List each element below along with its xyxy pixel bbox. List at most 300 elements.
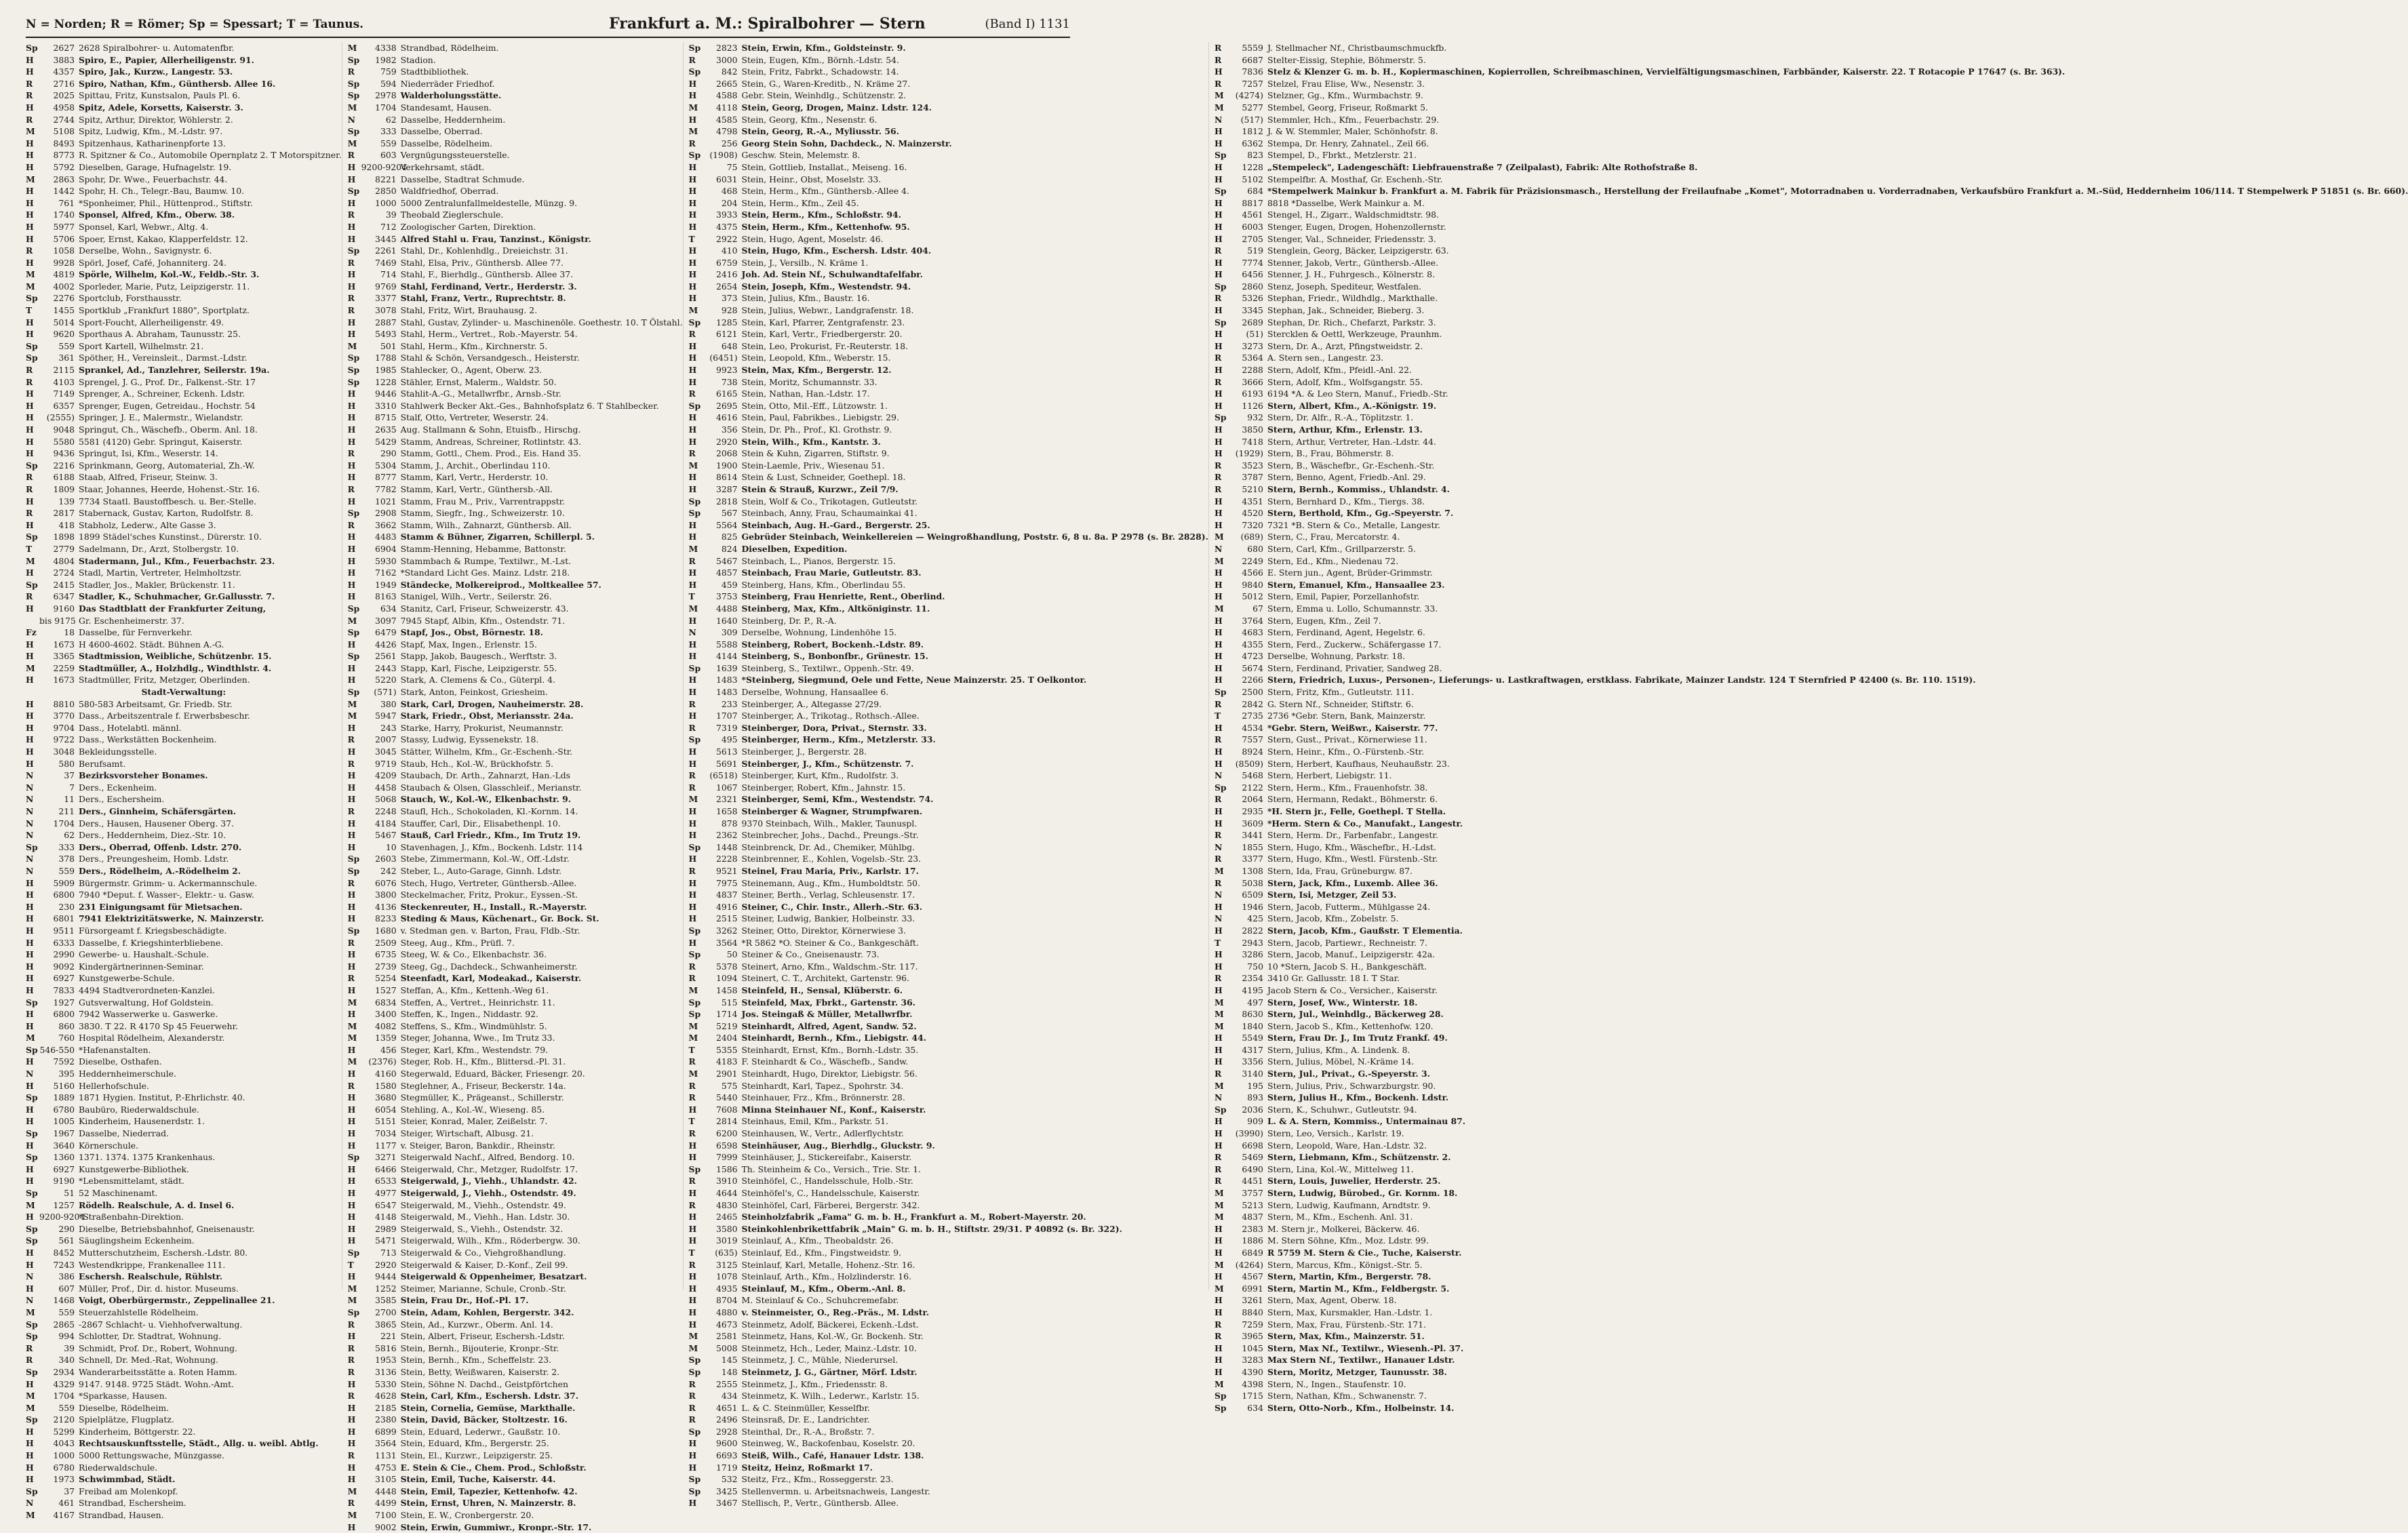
directory-entry <box>689 984 1208 997</box>
district-code: H <box>26 925 34 936</box>
directory-entry <box>348 639 683 651</box>
directory-entry <box>689 1032 1208 1044</box>
phone-number: 1673 <box>53 639 75 650</box>
phone-number: 2928 <box>716 1426 738 1437</box>
directory-entry <box>26 626 342 639</box>
phone-number: 6333 <box>53 937 75 948</box>
entry-text: Stern, Martin, Kfm., Bergerstr. 78. <box>1267 1271 1432 1282</box>
entry-text: *Steinberg, Siegmund, Oele und Fette, Neue Mainzerstr. 25. T Oelkontor. <box>741 675 1087 685</box>
directory-entry <box>1215 1128 2408 1140</box>
directory-entry <box>348 758 683 770</box>
district-code: H <box>26 412 34 423</box>
phone-number: 3105 <box>375 1474 397 1485</box>
entry-text: Stahl, Herm., Kfm., Kirchnerstr. 5. <box>400 340 548 351</box>
directory-entry <box>689 937 1208 949</box>
district-code: H <box>347 949 356 960</box>
phone-number: 8840 <box>1242 1307 1263 1317</box>
phone-number: 2216 <box>53 460 75 471</box>
entry-text: 7734 Staatl. Baustoffbesch. u. Ber.-Stelle. <box>79 496 257 506</box>
phone-number: 1448 <box>716 841 738 852</box>
district-code: Sp <box>26 1331 38 1342</box>
phone-number: 2321 <box>716 794 738 805</box>
directory-entry <box>1215 54 2408 66</box>
district-code: H <box>347 424 356 435</box>
district-code: H <box>1214 436 1223 447</box>
directory-entry <box>26 1175 342 1187</box>
directory-entry <box>689 364 1208 376</box>
directory-entry <box>1215 78 2408 90</box>
phone-number: 532 <box>721 1474 738 1485</box>
entry-text: Steger, Karl, Kfm., Westendstr. 79. <box>400 1044 549 1055</box>
entry-text: Stern, Hermann, Redakt., Böhmerstr. 6. <box>1267 794 1438 805</box>
entry-text: Dasselbe, Rödelheim. <box>400 138 493 148</box>
district-code: H <box>347 1438 356 1449</box>
phone-number: 8704 <box>716 1295 738 1306</box>
phone-number: 410 <box>721 245 738 256</box>
district-code: Sp <box>347 603 360 614</box>
district-code: Sp <box>26 532 38 542</box>
directory-entry <box>689 483 1208 496</box>
phone-number: 1257 <box>53 1199 75 1210</box>
phone-number: 2288 <box>1242 365 1263 376</box>
phone-number: 5691 <box>716 758 738 769</box>
phone-number: 9048 <box>53 424 75 435</box>
district-code: H <box>1214 818 1223 829</box>
district-code: M <box>688 603 698 614</box>
phone-number: 2115 <box>53 365 75 376</box>
phone-number: (2555) <box>46 412 75 423</box>
directory-entry <box>1215 507 2408 519</box>
district-code: M <box>688 1020 698 1031</box>
entry-text: Stern, Herbert, Kaufhaus, Neuhaußstr. 23. <box>1267 758 1450 769</box>
directory-entry <box>348 1462 683 1474</box>
entry-text: Stahl, Fritz, Wirt, Brauhausg. 2. <box>400 305 538 316</box>
phone-number: 1285 <box>716 317 738 327</box>
phone-number: 5108 <box>53 126 75 137</box>
phone-number: 761 <box>58 197 75 208</box>
directory-entry <box>689 436 1208 448</box>
phone-number: 2036 <box>1242 1104 1263 1115</box>
phone-number: 67 <box>1252 603 1263 614</box>
directory-entry <box>26 268 342 281</box>
phone-number: 4160 <box>375 1069 397 1079</box>
phone-number: 7 <box>69 782 75 793</box>
entry-text: Stenger, Val., Schneider, Friedensstr. 3. <box>1267 233 1436 244</box>
directory-entry <box>1215 758 2408 770</box>
directory-entry <box>1215 519 2408 532</box>
entry-text: Steinbrecher, Johs., Dachd., Preungs.-Str. <box>741 830 919 841</box>
entry-text: Steinert, Arno, Kfm., Waldschm.-Str. 117. <box>741 961 918 972</box>
entry-text: Steiner, Otto, Direktor, Körnerwiese 3. <box>741 925 906 936</box>
entry-text: Kunstgewerbe-Schule. <box>79 973 175 984</box>
directory-entry <box>348 722 683 734</box>
entry-text: Stern, Ida, Frau, Grüneburgw. 87. <box>1267 865 1413 876</box>
entry-text: Steinberg, Hans, Kfm., Oberlindau 55. <box>741 579 906 590</box>
district-code: H <box>26 722 34 733</box>
directory-entry <box>689 1211 1208 1223</box>
directory-entry <box>1215 805 2408 818</box>
entry-text: 231 Einigungsamt für Mietsachen. <box>79 901 243 912</box>
district-code: Sp <box>347 376 360 387</box>
directory-entry <box>26 138 342 150</box>
directory-entry <box>348 937 683 949</box>
district-code: R <box>688 698 696 709</box>
entry-text: Stein, Karl, Pfarrer, Zentgrafenstr. 23. <box>741 317 905 327</box>
directory-entry <box>689 376 1208 389</box>
phone-number: 2818 <box>716 496 738 506</box>
phone-number: 2627 <box>53 43 75 53</box>
entry-text: Ständecke, Molkereiprod., Moltkeallee 57. <box>400 579 601 590</box>
entry-text: Dieselben, Expedition. <box>741 543 848 554</box>
entry-text: Stein, Erwin, Gummiwr., Kronpr.-Str. 17. <box>400 1521 592 1532</box>
district-code: M <box>688 1331 698 1342</box>
phone-number: 8715 <box>375 412 397 423</box>
directory-entry <box>26 1450 342 1462</box>
directory-entry <box>689 865 1208 877</box>
directory-entry <box>26 1068 342 1080</box>
directory-entry <box>689 1140 1208 1152</box>
entry-text: Stegerwald, Eduard, Bäcker, Friesengr. 20. <box>400 1069 585 1079</box>
district-code: Sp <box>347 627 360 638</box>
entry-text: Stein, E. W., Cronbergerstr. 20. <box>400 1510 534 1521</box>
district-code: H <box>1214 662 1223 673</box>
phone-number: 356 <box>721 424 738 435</box>
district-code: M <box>347 1295 357 1306</box>
district-code: Sp <box>688 496 701 506</box>
district-code: Sp <box>688 997 701 1008</box>
district-code: H <box>688 1307 697 1317</box>
district-code: M <box>347 1033 357 1043</box>
directory-entry <box>1215 615 2408 627</box>
district-code: M <box>688 984 698 995</box>
district-code: H <box>347 197 356 208</box>
directory-entry <box>26 913 342 925</box>
district-code: R <box>1214 1069 1222 1079</box>
phone-number: 6904 <box>375 543 397 554</box>
entry-text: v. Steinmeister, O., Reg.-Präs., M. Ldstr. <box>741 1307 930 1317</box>
entry-text: Stabholz, Lederw., Alte Gasse 3. <box>79 519 216 530</box>
district-code: T <box>1214 937 1221 948</box>
directory-entry <box>26 1330 342 1342</box>
phone-number: 1000 <box>53 1450 75 1461</box>
directory-entry <box>1215 1319 2408 1331</box>
phone-number: 6121 <box>716 329 738 340</box>
entry-text: Joh. Ad. Stein Nf., Schulwandtafelfabr. <box>741 269 923 280</box>
district-code: T <box>688 1247 695 1258</box>
entry-text: Steinsraß, Dr. E., Landrichter. <box>741 1414 870 1425</box>
phone-number: 9719 <box>375 758 397 769</box>
phone-number: 3850 <box>1242 424 1263 435</box>
entry-text: Dieselbe, Betriebsbahnhof, Gneisenaustr. <box>79 1223 255 1234</box>
district-code: R <box>688 1176 696 1187</box>
entry-text: 4494 Stadtverordneten-Kanzlei. <box>79 984 215 995</box>
phone-number: (689) <box>1240 532 1263 542</box>
directory-entry <box>26 1104 342 1116</box>
district-code: M <box>1214 1199 1224 1210</box>
district-code: R <box>688 782 696 793</box>
entry-text: Steitz, Heinz, Roßmarkt 17. <box>741 1462 873 1473</box>
entry-text: Stein, Herm., Kfm., Schloßstr. 94. <box>741 210 901 220</box>
district-code: Sp <box>26 460 38 471</box>
entry-text: Dasselbe, f. Kriegshinterbliebene. <box>79 937 224 948</box>
district-code: H <box>688 483 697 494</box>
entry-text: Stark, Friedr., Obst, Meriansstr. 24a. <box>400 711 574 721</box>
entry-text: Steinberg, S., Bonbonfbr., Grünestr. 15. <box>741 651 928 662</box>
district-code: Sp <box>1214 412 1227 423</box>
directory-entry <box>689 496 1208 508</box>
phone-number: (2376) <box>368 1056 397 1067</box>
district-code: Sp <box>1214 1391 1227 1401</box>
phone-number: 3883 <box>53 54 75 65</box>
district-code: R <box>688 1402 696 1413</box>
district-code: H <box>26 746 34 757</box>
directory-entry <box>689 639 1208 651</box>
district-code: M <box>688 543 698 554</box>
entry-text: Stahl, Franz, Vertr., Ruprechtstr. 8. <box>400 293 566 304</box>
entry-text: Theobald Zieglerschule. <box>400 210 504 220</box>
district-code: M <box>1214 1212 1224 1222</box>
phone-number: 6200 <box>716 1128 738 1139</box>
district-code: H <box>1214 66 1223 77</box>
entry-text: Steinbach, Frau Marie, Gutleutstr. 83. <box>741 568 922 578</box>
directory-entry <box>26 841 342 854</box>
directory-entry <box>348 424 683 436</box>
phone-number: 1078 <box>716 1271 738 1282</box>
entry-text: Dasselbe, Oberrad. <box>400 126 483 137</box>
entry-text: 5000 Rettungswache, Münzgasse. <box>79 1450 224 1461</box>
district-code: H <box>26 54 34 65</box>
directory-entry <box>689 424 1208 436</box>
entry-text: Steckelmacher, Fritz, Prokur., Eyssen.-St. <box>400 890 578 900</box>
phone-number: 8924 <box>1242 746 1263 757</box>
district-code: H <box>26 1247 34 1258</box>
directory-entry <box>689 579 1208 591</box>
directory-entry <box>26 233 342 245</box>
entry-text: Stamm-Henning, Hebamme, Battonstr. <box>400 543 566 554</box>
district-code: H <box>347 579 356 590</box>
district-code: N <box>26 806 34 816</box>
entry-text: Stein, Hugo, Agent, Moselstr. 46. <box>741 233 884 244</box>
directory-entry <box>1215 603 2408 615</box>
phone-number: 5977 <box>53 221 75 232</box>
entry-text: Steinert, C. T., Architekt, Gartenstr. 96. <box>741 973 909 984</box>
entry-text: Steigerwald, Chr., Metzger, Rudolfstr. 17. <box>400 1163 578 1174</box>
district-code: N <box>26 1295 34 1306</box>
district-code: H <box>347 1223 356 1234</box>
phone-number: 1889 <box>53 1092 75 1103</box>
district-code: H <box>347 890 356 900</box>
district-code: Sp <box>1214 317 1227 327</box>
entry-text: Stein, Betty, Weißwaren, Kaiserstr. 2. <box>400 1366 560 1377</box>
entry-text: Steinbrenck, Dr. Ad., Chemiker, Mühlbg. <box>741 841 915 852</box>
directory-entry <box>1215 1163 2408 1176</box>
entry-text: Stern, Hugo, Kfm., Westl. Fürstenb.-Str. <box>1267 854 1438 864</box>
directory-entry <box>1215 114 2408 126</box>
entry-text: Stein, Fritz, Fabrkt., Schadowstr. 14. <box>741 66 899 77</box>
entry-text: Steigerwald, J., Viehh., Ostendstr. 49. <box>400 1188 576 1198</box>
directory-entry <box>26 364 342 376</box>
entry-text: *Gebr. Stern, Weißwr., Kaiserstr. 77. <box>1267 722 1438 733</box>
district-code: M <box>1214 90 1224 101</box>
directory-entry <box>26 352 342 364</box>
district-code: Sp <box>347 126 360 137</box>
entry-text: Stenglein, Georg, Bäcker, Leipzigerstr. 63. <box>1267 245 1449 256</box>
phone-number: 6509 <box>1242 890 1263 900</box>
entry-text: Stern, Benno, Agent, Friedb.-Anl. 29. <box>1267 472 1426 483</box>
entry-text: Stauch, W., Kol.-W., Elkenbachstr. 9. <box>400 794 572 805</box>
district-code: H <box>1214 1128 1223 1139</box>
phone-number: 7162 <box>375 568 397 578</box>
entry-text: Steinberg, Max, Kfm., Altköniginstr. 11. <box>741 603 930 614</box>
phone-number: 5440 <box>716 1092 738 1103</box>
entry-text: Staub, Hch., Kol.-W., Brückhofstr. 5. <box>400 758 554 769</box>
phone-number: 559 <box>58 865 75 876</box>
phone-number: 5304 <box>375 460 397 471</box>
entry-text: Stadl, Martin, Vertreter, Helmholtzstr. <box>79 568 242 578</box>
phone-number: 4567 <box>1242 1271 1263 1282</box>
directory-entry <box>26 340 342 353</box>
district-code: R <box>688 54 696 65</box>
directory-entry <box>26 496 342 508</box>
entry-text: Stern, Max, Kfm., Mainzerstr. 51. <box>1267 1331 1425 1342</box>
phone-number: 8163 <box>375 591 397 602</box>
entry-text: Stanigel, Wilh., Vertr., Seilerstr. 26. <box>400 591 552 602</box>
district-code: H <box>26 711 34 721</box>
phone-number: 1359 <box>375 1033 397 1043</box>
entry-text: Stenner, J. H., Fuhrgesch., Kölnerstr. 8. <box>1267 269 1436 280</box>
directory-entry <box>1215 841 2408 854</box>
phone-number: 6800 <box>53 1009 75 1020</box>
phone-number: 5613 <box>716 746 738 757</box>
district-code: H <box>26 603 34 614</box>
entry-text: Spielplätze, Flugplatz. <box>79 1414 174 1425</box>
directory-entry <box>26 114 342 126</box>
directory-entry <box>26 317 342 329</box>
entry-text: 2736 *Gebr. Stern, Bank, Mainzerstr. <box>1267 711 1426 721</box>
entry-text: Steinfeld, Max, Fbrkt., Gartenstr. 36. <box>741 997 916 1008</box>
directory-entry <box>26 567 342 579</box>
phone-number: 9092 <box>53 961 75 972</box>
district-code: H <box>26 1009 34 1020</box>
directory-entry <box>26 877 342 890</box>
entry-text: Steinmetz, J. C., Mühle, Niederursel. <box>741 1355 899 1366</box>
district-code: H <box>1214 257 1223 268</box>
entry-text: Stadermann, Jul., Kfm., Feuerbachstr. 23. <box>79 555 275 566</box>
entry-text: Steigerwald, J., Viehh., Uhlandstr. 42. <box>400 1176 577 1187</box>
district-code: H <box>347 543 356 554</box>
entry-text: Stein, G., Waren-Kreditb., N. Kräme 27. <box>741 78 911 89</box>
entry-text: L. & A. Stern, Kommiss., Untermainau 87. <box>1267 1116 1466 1127</box>
entry-text: Steiner & Co., Gneisenaustr. 73. <box>741 949 880 960</box>
entry-text: Steenfadt, Karl, Modeakad., Kaiserstr. <box>400 973 582 984</box>
directory-entry <box>26 1497 342 1509</box>
directory-entry <box>1215 579 2408 591</box>
district-code: H <box>688 1235 697 1246</box>
district-code: R <box>688 329 696 340</box>
phone-number: 4209 <box>375 770 397 781</box>
district-code: M <box>1214 1020 1224 1031</box>
phone-number: 1131 <box>375 1450 397 1461</box>
district-code: R <box>26 365 33 376</box>
directory-entry <box>348 1140 683 1152</box>
district-code: H <box>688 1212 697 1222</box>
district-code: Sp <box>688 317 701 327</box>
directory-entry <box>348 125 683 138</box>
entry-text: Th. Steinheim & Co., Versich., Trie. Str. 1. <box>741 1163 922 1174</box>
directory-entry <box>689 328 1208 340</box>
phone-number: 5299 <box>53 1426 75 1437</box>
district-code: H <box>1214 197 1223 208</box>
phone-number: 148 <box>721 1366 738 1377</box>
district-code: H <box>26 901 34 912</box>
directory-entry <box>1215 400 2408 412</box>
phone-number: 4798 <box>716 126 738 137</box>
district-code: H <box>347 460 356 471</box>
phone-number: 4317 <box>1242 1044 1263 1055</box>
district-code: H <box>688 806 697 816</box>
directory-entry <box>348 1486 683 1498</box>
entry-text: Verkehrsamt, städt. <box>400 161 485 172</box>
district-code: R <box>26 78 33 89</box>
entry-text: Stadler, K., Schuhmacher, Gr.Gallusstr. 7. <box>79 591 275 602</box>
district-code: H <box>26 949 34 960</box>
phone-number: 8810 <box>53 698 75 709</box>
directory-entry <box>348 1366 683 1378</box>
district-code: T <box>26 543 33 554</box>
district-code: M <box>26 1033 35 1043</box>
entry-text: Steinberger, J., Bergerstr. 28. <box>741 746 867 757</box>
entry-text: Stein, Moritz, Schumannstr. 33. <box>741 376 877 387</box>
entry-text: Dass., Arbeitszentrale f. Erwerbsbeschr. <box>79 711 250 721</box>
entry-text: Stern, Ferdinand, Privatier, Sandweg 28. <box>1267 662 1442 673</box>
district-code: H <box>26 961 34 972</box>
entry-text: Gewerbe- u. Haushalt.-Schule. <box>79 949 209 960</box>
entry-text: Stern, Berthold, Kfm., Gg.-Speyerstr. 7. <box>1267 508 1454 519</box>
directory-entry <box>348 1378 683 1391</box>
entry-text: Stein, Heinr., Obst, Moselstr. 33. <box>741 174 882 184</box>
directory-entry <box>689 1402 1208 1414</box>
entry-text: Stern, N., Ingen., Staufenstr. 10. <box>1267 1378 1406 1389</box>
district-code: R <box>1214 460 1222 471</box>
entry-text: Stamm, Wilh., Zahnarzt, Günthersb. All. <box>400 519 572 530</box>
district-code: H <box>26 1283 34 1294</box>
district-code: M <box>26 662 35 673</box>
district-code: M <box>26 555 35 566</box>
district-code: H <box>688 376 697 387</box>
directory-entry <box>348 1163 683 1176</box>
directory-entry <box>348 555 683 568</box>
directory-entry <box>348 66 683 78</box>
phone-number: 842 <box>721 66 738 77</box>
district-code: N <box>26 794 34 805</box>
entry-text: Stein, Julius, Kfm., Baustr. 16. <box>741 293 870 304</box>
directory-entry <box>689 507 1208 519</box>
entry-text: Stein, Leo, Prokurist, Fr.-Reuterstr. 18. <box>741 340 909 351</box>
phone-number: 823 <box>1247 150 1263 161</box>
directory-entry <box>689 1068 1208 1080</box>
district-code: H <box>1214 901 1223 912</box>
district-code: H <box>1214 1056 1223 1067</box>
district-code: H <box>347 1199 356 1210</box>
district-code: M <box>1214 1259 1224 1270</box>
phone-number: 1898 <box>53 532 75 542</box>
district-code: R <box>688 1391 696 1401</box>
directory-entry <box>1215 793 2408 805</box>
entry-text: Gebr. Stein, Weinhdlg., Schützenstr. 2. <box>741 90 907 101</box>
phone-number: 373 <box>721 293 738 304</box>
entry-text: Aug. Stallmann & Sohn, Etuisfb., Hirschg. <box>400 424 581 435</box>
entry-text: Spörl, Josef, Café, Johanniterg. 24. <box>79 257 226 268</box>
